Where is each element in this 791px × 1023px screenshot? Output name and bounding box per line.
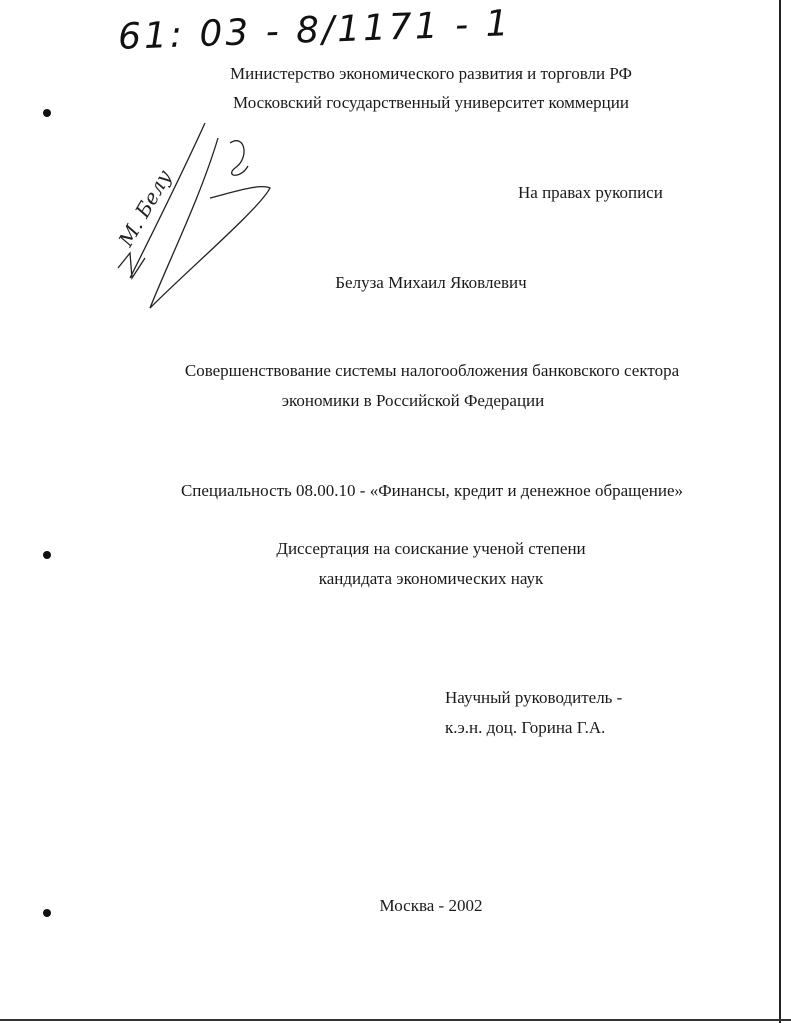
specialty-line: Специальность 08.00.10 - «Финансы, кредит и денежное обращение» (180, 481, 684, 500)
page-bottom-edge (0, 1019, 791, 1021)
city-year: Москва - 2002 (379, 896, 483, 915)
dissertation-title-line-2: экономики в Российской Федерации (281, 391, 545, 410)
dissertation-title-line-1: Совершенствование системы налогообложения банковского сектора (184, 361, 680, 380)
degree-line-1: Диссертация на соискание ученой степени (276, 539, 586, 558)
signature-text: М. Белу (113, 165, 177, 251)
ministry-line: Министерство экономического развития и торговли РФ (230, 64, 632, 83)
manuscript-note: На правах рукописи (518, 183, 663, 202)
archive-code-handwritten: 61: 03 - 8/1171 - 1 (117, 3, 513, 58)
author-name: Белуза Михаил Яковлевич (335, 273, 527, 292)
supervisor-label: Научный руководитель - (445, 688, 623, 707)
supervisor-name: к.э.н. доц. Горина Г.А. (445, 718, 606, 737)
university-line: Московский государственный университет коммерции (233, 93, 629, 112)
degree-line-2: кандидата экономических наук (318, 569, 544, 588)
page-right-edge (779, 0, 781, 1023)
